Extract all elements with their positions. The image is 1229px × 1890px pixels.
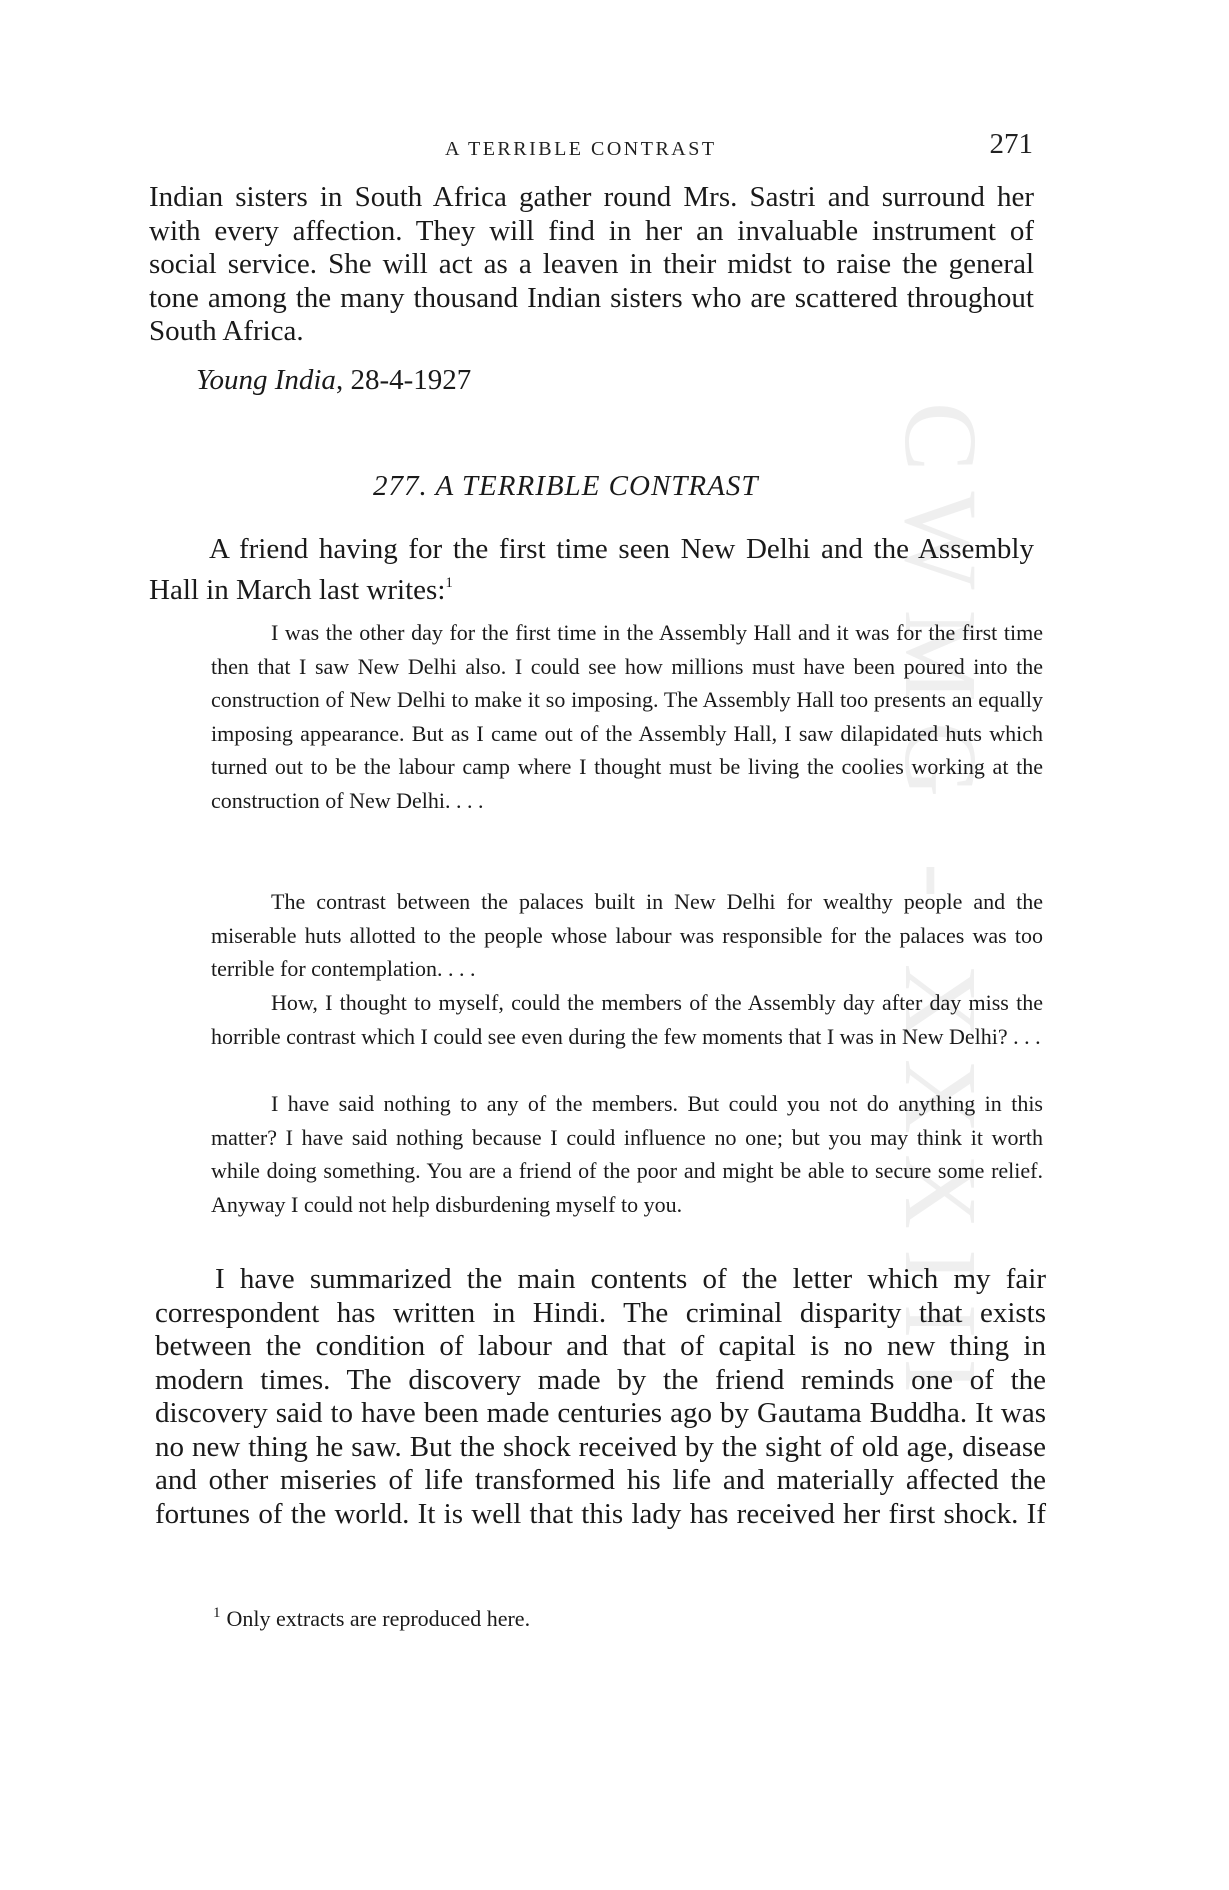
page-number: 271 <box>989 128 1033 160</box>
quote-paragraph-2: The contrast between the palaces built in New Delhi for wealthy people and the miserable huts allotted to the people whose labour was responsible for the palaces was too terrible for contemplation. . . . <box>211 889 1043 981</box>
opening-paragraph: Indian sisters in South Africa gather round Mrs. Sastri and surround her with every affection. They will find in her an invaluable instrument of social service. She will act as a leaven in their midst to raise the general tone among the many thousand Indian sisters who are scattered throughout South Africa. <box>149 181 1034 347</box>
running-head: A TERRIBLE CONTRAST <box>445 138 717 160</box>
quote-paragraph-1: I was the other day for the first time in the Assembly Hall and it was for the first time then that I saw New Delhi also. I could see how millions must have been poured into the construction of New Delhi to make it so imposing. The Assembly Hall too presents an equally imposing appearance. But as I came out of the Assembly Hall, I saw dilapidated huts which turned out to be the labour camp where I thought must be living the coolies working at the construction of New Delhi. . . . <box>211 620 1043 813</box>
footnote-text: Only extracts are reproduced here. <box>226 1606 531 1631</box>
quote-paragraph-4: I have said nothing to any of the members. But could you not do anything in this matter? I have said nothing because I could influence no one; but you may think it worth while doing something. You are a friend of the poor and might be able to secure some relief. Anyway I could not help disburdening myself to you. <box>211 1091 1043 1217</box>
footnote-number: 1 <box>213 1605 221 1621</box>
quote-paragraph-3: How, I thought to myself, could the members of the Assembly day after day miss the horrible contrast which I could see even during the few moments that I was in New Delhi? . . . <box>211 990 1043 1049</box>
footnote-reference: 1 <box>445 574 453 591</box>
source-date: , 28-4-1927 <box>335 364 472 396</box>
source-publication: Young India <box>196 364 336 396</box>
watermark: CWMG - XXXIII <box>883 402 998 1413</box>
closing-paragraph: I have summarized the main contents of the letter which my fair correspondent has written in Hindi. The criminal disparity that exists between the condition of labour and that of capital is no new thing in modern times. The discovery made by the friend reminds one of the discovery said to have been made centuries ago by Gautama Buddha. It was no new thing he saw. But the shock received by the sight of old age, disease and other miseries of life transformed his life and materially affected the fortunes of the world. It is well that this lady has received her first shock. If <box>155 1263 1046 1530</box>
article-title: 277. A TERRIBLE CONTRAST <box>373 470 759 502</box>
quoted-letter-paragraph <box>211 1087 1043 1221</box>
article-intro-text: A friend having for the first time seen New Delhi and the Assembly Hall in March last writes: <box>149 533 1034 606</box>
quoted-letter-paragraph <box>211 986 1043 1053</box>
source-citation <box>196 364 471 397</box>
quoted-letter-paragraph <box>211 885 1043 986</box>
footnote <box>213 1605 530 1632</box>
article-intro-paragraph <box>149 533 1034 607</box>
quoted-letter-paragraph <box>211 616 1043 817</box>
